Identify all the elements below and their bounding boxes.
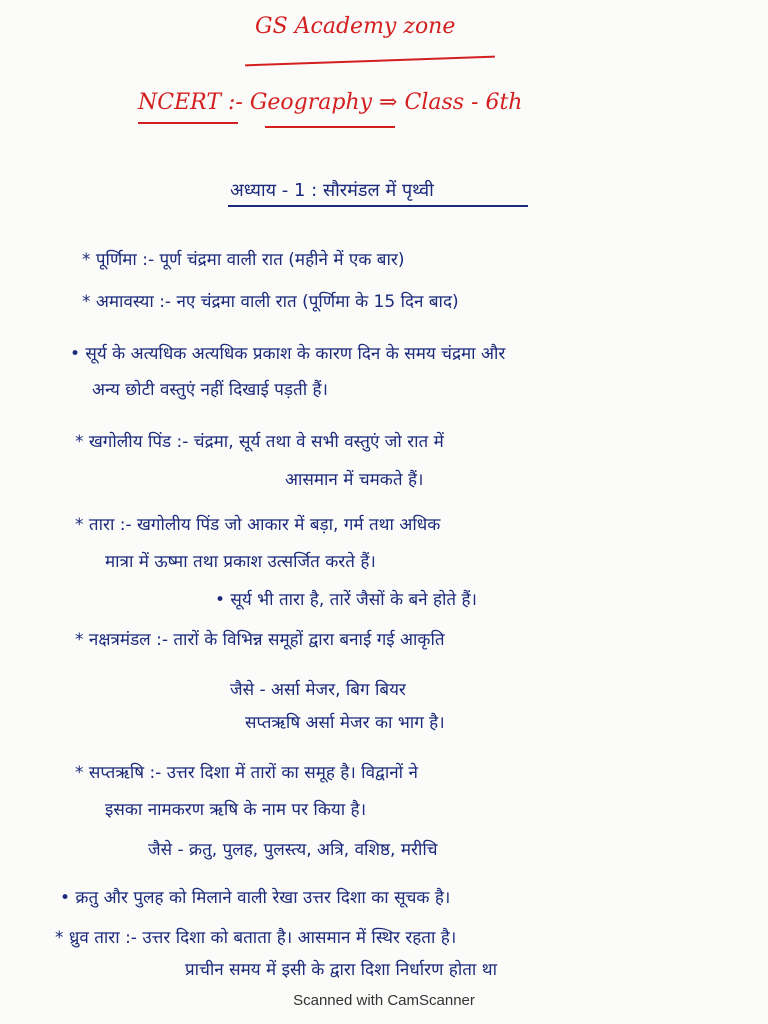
chapter-title: अध्याय - 1 : सौरमंडल में पृथ्वी <box>230 180 434 201</box>
chapter-underline <box>228 205 528 207</box>
note-line-12: सप्तऋषि अर्सा मेजर का भाग है। <box>245 713 445 733</box>
note-line-10: * नक्षत्रमंडल :- तारों के विभिन्न समूहों द्वारा बनाई गई आकृति <box>75 630 445 650</box>
page-header-title: GS Academy zone <box>255 14 456 39</box>
note-line-15: जैसे - क्रतु, पुलह, पुलस्त्य, अत्रि, वशिष्ठ, मरीचि <box>148 840 438 860</box>
note-line-3: • सूर्य के अत्यधिक अत्यधिक प्रकाश के कारण दिन के समय चंद्रमा और <box>70 344 506 364</box>
geography-underline <box>265 126 395 128</box>
subject-underline <box>138 122 238 124</box>
note-line-2: * अमावस्या :- नए चंद्रमा वाली रात (पूर्णिमा के 15 दिन बाद) <box>82 292 459 312</box>
note-line-17: * ध्रुव तारा :- उत्तर दिशा को बताता है। आसमान में स्थिर रहता है। <box>55 928 457 948</box>
note-line-9: • सूर्य भी तारा है, तारें जैसों के बने होते हैं। <box>215 590 477 610</box>
note-line-11: जैसे - अर्सा मेजर, बिग बियर <box>230 680 406 700</box>
scanner-watermark: Scanned with CamScanner <box>293 992 475 1009</box>
note-line-13: * सप्तऋषि :- उत्तर दिशा में तारों का समूह है। विद्वानों ने <box>75 763 418 783</box>
note-line-5: * खगोलीय पिंड :- चंद्रमा, सूर्य तथा वे सभी वस्तुएं जो रात में <box>75 432 444 452</box>
note-line-1: * पूर्णिमा :- पूर्ण चंद्रमा वाली रात (महीने में एक बार) <box>82 250 405 270</box>
header-underline <box>245 56 495 67</box>
note-line-18: प्राचीन समय में इसी के द्वारा दिशा निर्धारण होता था <box>185 960 497 980</box>
note-line-4: अन्य छोटी वस्तुएं नहीं दिखाई पड़ती हैं। <box>92 380 328 400</box>
note-line-8: मात्रा में ऊष्मा तथा प्रकाश उत्सर्जित करते हैं। <box>105 552 376 572</box>
note-line-7: * तारा :- खगोलीय पिंड जो आकार में बड़ा, गर्म तथा अधिक <box>75 515 441 535</box>
note-line-14: इसका नामकरण ऋषि के नाम पर किया है। <box>105 800 367 820</box>
subject-line: NCERT :- Geography ⇒ Class - 6th <box>138 90 523 115</box>
note-line-6: आसमान में चमकते हैं। <box>285 470 424 490</box>
note-line-16: • क्रतु और पुलह को मिलाने वाली रेखा उत्तर दिशा का सूचक है। <box>60 888 451 908</box>
